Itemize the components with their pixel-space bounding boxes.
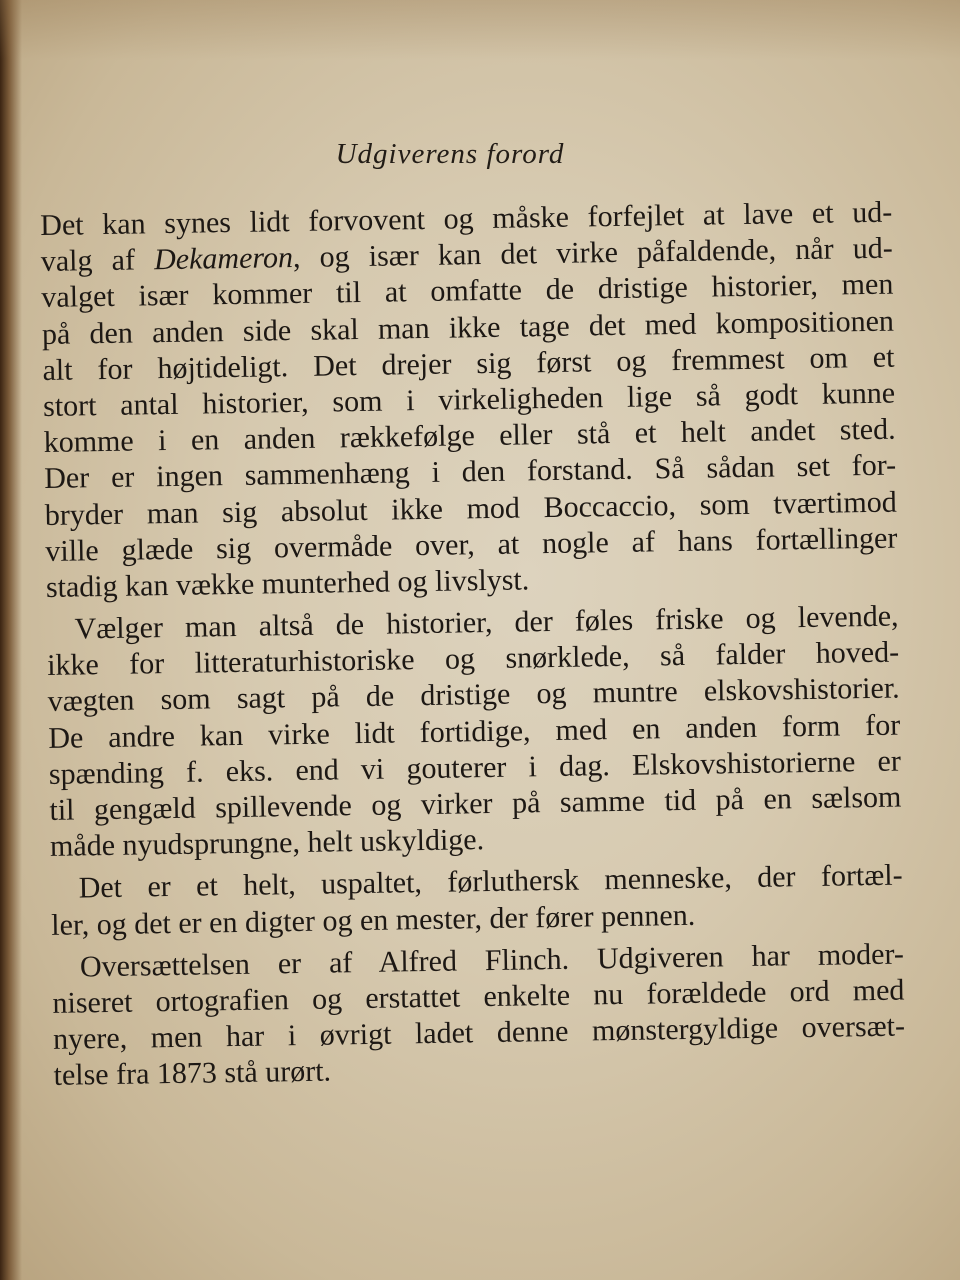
page-heading: Udgiverens forord (335, 138, 565, 170)
page-binding-edge (0, 0, 22, 1280)
text-line: alt for højtideligt. Det drejer sig først og fremmest om et (42, 340, 895, 387)
text-line: stort antal historier, som i virkeligheden lige så godt kunne (42, 376, 896, 423)
text-line: nyere, men har i øvrigt ladet denne mønstergyldige oversæt- (52, 1009, 906, 1057)
page-shadow (0, 0, 960, 60)
text-line: vægten som sagt på de dristige og muntre elskovshistorier. (47, 671, 900, 719)
text-line: Vælger man altså de historier, der føles friske og levende, (74, 599, 899, 646)
text-line: valget især kommer til at omfatte de dristige historier, men (41, 267, 894, 315)
text-line: komme i en anden rækkefølge eller stå et helt andet sted. (43, 412, 896, 460)
text-line: Oversættelsen er af Alfred Flinch. Udgiveren har moder- (79, 937, 905, 984)
paragraph-3 (50, 858, 903, 944)
text-line: til gengæld spillevende og virker på samme tid på en sælsom (49, 780, 902, 827)
text-line: niseret ortografien og erstattet enkelte nu forældede ord med (52, 973, 905, 1020)
text-line: måde nyudsprungne, helt uskyldige. (49, 823, 485, 864)
text-line: valg af Dekameron, og især kan det virke påfaldende, når ud- (40, 231, 893, 279)
text-line: på den anden side skal man ikke tage det med kompositionen (41, 304, 895, 351)
text-line: ler, og det er en digter og en mester, der fører pennen. (51, 898, 696, 942)
paragraph-4 (52, 936, 906, 1094)
book-title-italic: Dekameron (153, 241, 294, 277)
text-line: telse fra 1873 stå urørt. (53, 1054, 332, 1093)
text-line: Det kan synes lidt forvovent og måske forfejlet at lave et ud- (40, 195, 893, 242)
text-line: ville glæde sig overmåde over, at nogle af hans fortællinger (45, 521, 898, 568)
body-text (40, 195, 906, 1095)
paragraph-1 (40, 195, 898, 606)
text-line: Det er et helt, uspaltet, førluthersk menneske, der fortæl- (78, 858, 903, 905)
text-line: De andre kan virke lidt fortidige, med en anden form for (48, 708, 901, 755)
paragraph-2 (46, 599, 902, 866)
text-line: stadig kan vække munterhed og livslyst. (45, 563, 530, 604)
text-line: ikke for litteraturhistoriske og snørklede, så falder hoved- (46, 635, 900, 683)
text-line: spænding f. eks. end vi gouterer i dag. Elskovshistorierne er (48, 744, 902, 791)
text-line: Der er ingen sammenhæng i den forstand. Så sådan set for- (43, 448, 897, 496)
text-line: bryder man sig absolut ikke mod Boccaccio, som tværtimod (44, 485, 897, 532)
